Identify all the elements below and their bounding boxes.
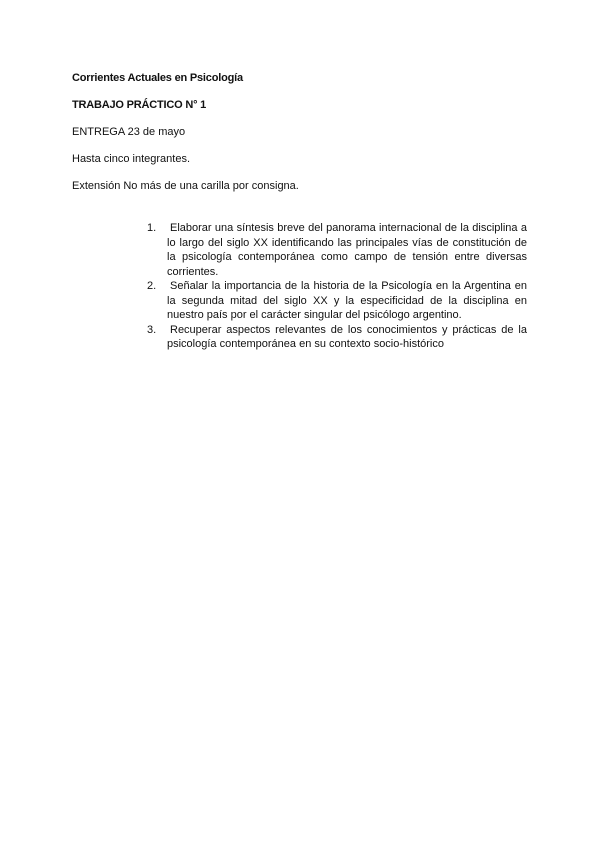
list-item-text: Señalar la importancia de la historia de la Psicología en la Argentina en la segunda mitad del siglo XX y la especificidad de la disciplina en nuestro país por el carácter singular del psicólogo argentino. bbox=[167, 280, 527, 321]
list-item-number: 1. bbox=[147, 222, 157, 234]
list-item bbox=[147, 221, 527, 279]
assignment-list bbox=[147, 221, 527, 352]
list-item-text: Elaborar una síntesis breve del panorama internacional de la disciplina a lo largo del siglo XX identificando las principales vías de constitución de la psicología contemporánea como campo de tensión entre diversas corrientes. bbox=[167, 222, 527, 278]
list-item bbox=[147, 323, 527, 352]
list-item-number: 2. bbox=[147, 280, 157, 292]
list-item bbox=[147, 279, 527, 323]
list-item-number: 3. bbox=[147, 323, 157, 336]
list-item-text: Recuperar aspectos relevantes de los conocimientos y prácticas de la psicología contemporánea en su contexto socio-histórico bbox=[167, 323, 527, 350]
course-title: Corrientes Actuales en Psicología bbox=[72, 72, 243, 84]
team-size-note: Hasta cinco integrantes. bbox=[72, 153, 191, 165]
delivery-date: ENTREGA 23 de mayo bbox=[72, 126, 186, 138]
assignment-title: TRABAJO PRÁCTICO N° 1 bbox=[72, 99, 207, 111]
length-note: Extensión No más de una carilla por consigna. bbox=[72, 180, 299, 192]
